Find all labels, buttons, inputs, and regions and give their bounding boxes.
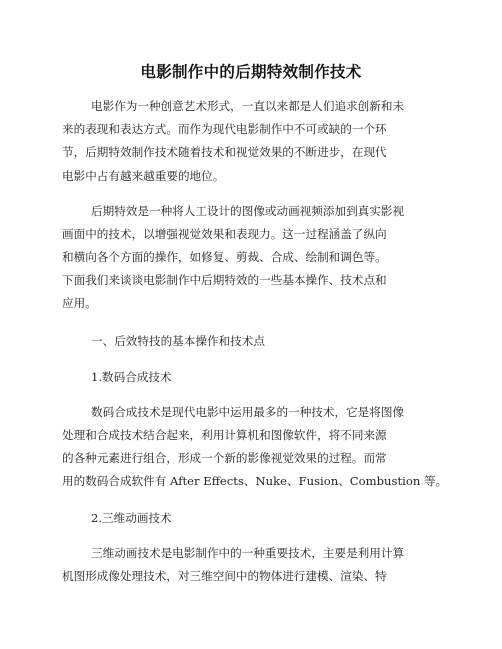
paragraph-3-line-2: 处理和合成技术结合起来，利用计算机和图像软件，将不同来源 bbox=[62, 428, 387, 442]
paragraph-1-line-1: 电影作为一种创意艺术形式，一直以来都是人们追求创新和未 bbox=[91, 99, 405, 113]
paragraph-2-line-4: 下面我们来谈谈电影制作中后期特效的一些基本操作、技术点和 bbox=[62, 273, 387, 287]
paragraph-1-line-4: 电影中占有越来越重要的地位。 bbox=[62, 169, 225, 183]
paragraph-4-line-2: 机图形成像处理技术，对三维空间中的物体进行建模、渲染、特 bbox=[62, 569, 387, 583]
paragraph-3-line-1: 数码合成技术是现代电影中运用最多的一种技术，它是将图像 bbox=[91, 405, 405, 419]
paragraph-3-line-4: 用的数码合成软件有 After Effects、Nuke、Fusion、Combustion 等。 bbox=[62, 474, 448, 488]
subheading-1: 1.数码合成技术 bbox=[91, 370, 172, 384]
section-heading: 一、后效特技的基本操作和技术点 bbox=[91, 334, 265, 348]
paragraph-1-line-3: 节，后期特效制作技术随着技术和视觉效果的不断进步，在现代 bbox=[62, 145, 387, 159]
subheading-2: 2.三维动画技术 bbox=[91, 511, 172, 525]
paragraph-2-line-1: 后期特效是一种将人工设计的图像或动画视频添加到真实影视 bbox=[91, 204, 405, 218]
paragraph-4-line-1: 三维动画技术是电影制作中的一种重要技术，主要是利用计算 bbox=[91, 546, 405, 560]
paragraph-2-line-3: 和横向各个方面的操作，如修复、剪裁、合成、绘制和调色等。 bbox=[62, 250, 387, 264]
paragraph-2-line-5: 应用。 bbox=[62, 296, 97, 310]
document-title: 电影制作中的后期特效制作技术 bbox=[140, 63, 362, 81]
paragraph-1-line-2: 来的表现和表达方式。而作为现代电影制作中不可或缺的一个环 bbox=[62, 122, 387, 136]
paragraph-2-line-2: 画面中的技术，以增强视觉效果和表现力。这一过程涵盖了纵向 bbox=[62, 227, 387, 241]
paragraph-3-line-3: 的各种元素进行组合，形成一个新的影像视觉效果的过程。而常 bbox=[62, 451, 387, 465]
